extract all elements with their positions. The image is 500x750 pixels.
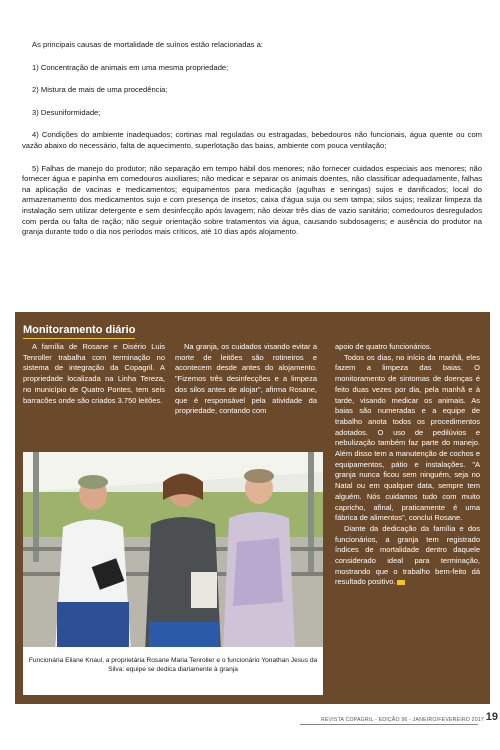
cause-item-1: 1) Concentração de animais em uma mesma propriedade; <box>32 62 229 72</box>
box-column-2 <box>175 342 317 417</box>
page-number: 19 <box>485 711 498 723</box>
photo-caption: Funcionária Eliane Knaul, a proprietária Rosane Maria Tenroller e o funcionário Yonathan Jesus da Silva: equipe se dedica diariamente à granja <box>23 647 323 695</box>
column-3-text-b: Todos os dias, no início da manhã, eles fazem a limpeza das baias. O monitoramento de sintomas de doenças é feito duas vezes por dia, pela manhã e à tarde, visando medicar os animais. As baias são numeradas e a equipe de trabalho anota todos os procedimentos adotados. O uso de pedilúvios e nebulização também faz parte do manejo. Além disso tem a manutenção de cochos e equipamentos, pátio e instalações. "A granja nunca ficou sem ninguém, seja no Natal ou em qualquer data, sempre tem alguém. Nós cuidamos tudo com muito capricho, afinal, praticamente é uma fábrica de alimentos", conclui Rosane. <box>335 352 480 523</box>
box-column-1 <box>23 342 165 406</box>
cause-item-2: 2) Mistura de mais de uma procedência; <box>32 85 168 95</box>
cause-item-5: 5) Falhas de manejo do produtor; não separação em tempo hábil dos menores; não fornecer cuidados especiais aos menores; não fornecer água e papinha em comedouros auxiliares; não medicar e separar os animais doentes, não classificar adequadamente, falhas na aplicação de vacinas e medicamentos; equipamentos para medicação (agulhas e seringas) sujos e danificados; local do armazenamento dos medicamentos sujo e com presença de insetos; caixa d'água suja ou sem tampa; silos sujos; realizar limpeza da instalação sem utilizar detergente e sem desinfecção após lavagem; não deixar três dias de vazio sanitário; comedouros desregulados com perda ou falta de ração; não seguir orientação sobre tratamentos via água, causando subdosagens; e ausência do produtor na granja durante todo o dia nos períodos mais críticos, até 10 dias após alojamento. <box>22 163 482 237</box>
end-mark-icon <box>397 580 405 585</box>
column-1-text: A família de Rosane e Disério Luis Tenroller trabalha com terminação no sistema de integração da Copagril. A propriedade localizada na Linha Tereza, no município de Quatro Pontes, tem seis barracões onde são criados 3.750 leitões. <box>23 342 165 405</box>
footer-text: REVISTA COPAGRIL - EDIÇÃO 96 - JANEIRO/FEVEREIRO 2017 <box>321 717 484 723</box>
intro-paragraph: As principais causas de mortalidade de suínos estão relacionadas a: <box>32 40 263 49</box>
footer-divider <box>300 724 478 725</box>
box-column-3 <box>335 342 480 588</box>
cause-item-3: 3) Desuniformidade; <box>32 107 101 117</box>
monitoring-box <box>15 312 490 704</box>
column-3-text-c: Diante da dedicação da família e dos funcionários, a granja tem registrado índices de mortalidade dentro daquele considerado ideal para terminação, mostrando que o trabalho bem-feito dá resultado positivo. <box>335 523 480 587</box>
box-title: Monitoramento diário <box>23 324 136 336</box>
cause-item-4: 4) Condições do ambiente inadequados; cortinas mal reguladas ou estragadas, bebedouros não funcionais, água quente ou com vazão abaixo do necessário, falta de aquecimento, superlotação das baias, ambiente com pouca ventilação; <box>22 130 482 150</box>
main-text <box>22 40 482 250</box>
column-3-text-a: apoio de quatro funcionários. <box>335 342 432 351</box>
team-photo <box>23 452 323 652</box>
column-2-text: Na granja, os cuidados visando evitar a morte de leitões são rotineiros e acontecem desde antes do alojamento. "Fizemos três desinfecções e a limpeza dos silos antes de alojar", afirma Rosane, que é responsável pela atividade da propriedade, contando com <box>175 342 317 416</box>
